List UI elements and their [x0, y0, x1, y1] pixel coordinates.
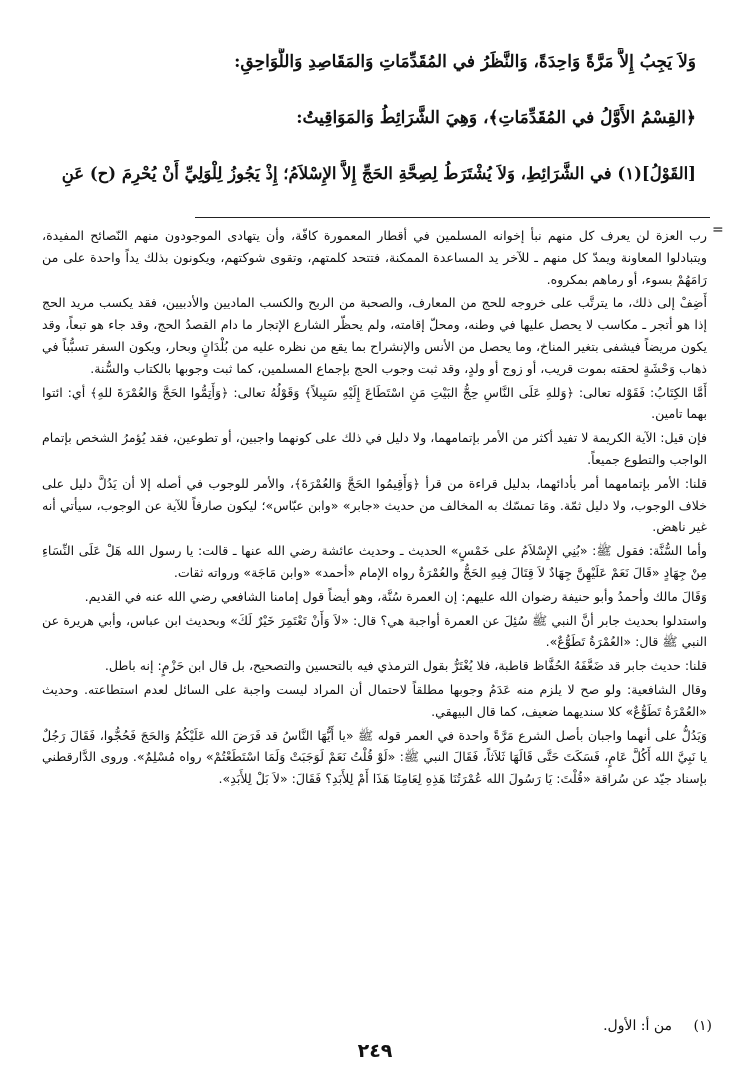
commentary-block — [42, 225, 707, 1043]
main-text-line-3: [القَوْلُ](١) في الشَّرَائِطِ، وَلاَ يُشْتَرَطُ لِصِحَّةِ الحَجِّ إِلاَّ الإِسْلاَمُ؛ إِذْ يَجُوزُ لِلْوَلِيِّ أَنْ يُحْرِمَ (ح) عَنِ — [61, 164, 696, 183]
page-number: ٢٤٩ — [357, 1040, 393, 1062]
commentary-paragraph: وَيَدُلُّ على أنهما واجبان بأصل الشرع مَرَّةً واحدة في العمر قوله ﷺ «يا أَيُّهَا النَّاسُ قد فَرَضَ الله عَلَيْكُمُ وَالحَجَ فَحُجُّوا، فَقَالَ رَجُلٌ يا نَبِيَّ الله أَكُلَّ عَامٍ، فَسَكَتَ حَتَّى قَالَهَا ثَلاَثاً، فَقَالَ النبي ﷺ: «لَوْ قُلْتُ نَعَمْ لَوَجَبَتْ وَلَمَا اسْتَطَعْتُمْ» رواه مُسْلِمٌ». وروى الدَّارقطني بإسناد جيّد عن سُراقة «قُلْتَ: يَا رَسُولَ الله عُمْرَتُنَا هَذِهِ لِعَامِنَا هَذَا أَمْ لِلأَبَدِ؟ فَقَالَ: «لاَ بَلْ لِلأَبَدِ». — [42, 727, 707, 787]
continuation-mark: = — [712, 222, 724, 238]
commentary-paragraph: وأما السُّنَّة: فقول ﷺ: «بُنِي الإِسْلاَمُ على خَمْسٍ» الحديث ـ وحديث عائشة رضي الله عنها ـ قالت: يا رسول الله هَلْ عَلَى النِّسَاءِ مِنْ جِهَادٍ «قَالَ نَعَمْ عَلَيْهِنَّ جِهَادٌ لاَ قِتَالَ فِيهِ الحَجُّ والعُمْرَةُ رواه الإمام «أحمد» «وابن مَاجَة» ورواته ثقات. — [42, 543, 707, 580]
commentary-paragraph: رب العزة لن يعرف كل منهم نبأ إخوانه المسلمين في أقطار المعمورة كافّة، وأن يتهادى الموجودون منهم النّصائح المفيدة، ويتبادلوا المعاونة ويمدّ كل منهم ـ للآخر يد المساعدة الممكنة، فتتحد كلمتهم، وتقوى شوكتهم، ويكونون بذلك يداً واحدة على من رَامَهُمْ بسوء، أو رماهم بمكروه. — [42, 228, 707, 287]
commentary-paragraph: واستدلوا بحديث جابر أنَّ النبي ﷺ سُئِلَ عن العمرة أواجبة هي؟ قال: «لاَ وَأَنْ تَعْتَمِرَ خَيْرٌ لَكَ» وبحديث ابن عباس، وأبي هريرة عن النبي ﷺ قال: «العُمْرَةُ تَطَوُّعٌ». — [42, 612, 707, 650]
commentary-paragraph: أَضِفْ إلى ذلك، ما يترتَّب على خروجه للحج من المعارف، والصحبة من الربح والكسب الماديين والأدبيين، فقد يكسب مريد الحج إذا هو أتجر ـ مكاسب لا يحصل عليها في وطنه، ومحلّ إقامته، ولم يحظّر الشارع الإتجار ما دام القصدُ الحج، وقد جاء هو تبعاً، وقد يكون مريضاً فيشفى بتغير المناخ، وما يحصل من الأنس والإنشراح بما يقع من نظره عليه من بُلْدَانٍ وبحار، ويكون السفر تسبُّباً في ذهاب وَحْشَةٍ لحقته بموت قريب، أو زوج أو ولدٍ، وقد ثبت وجوب الحج بإجماع المسلمين، كما ثبت وجوبها بالكتاب والسُّنة. — [42, 295, 707, 376]
section-heading-line: ﴿القِسْمُ الأَوَّلُ في المُقَدِّمَاتِ﴾، وَهِيَ الشَّرَائِطُ وَالمَوَاقِيتُ: — [296, 108, 696, 128]
commentary-paragraph: فإن قيل: الآية الكريمة لا تفيد أكثر من الأمر بإتمامهما، ولا دليل في ذلك على كونهما واجبين، أو تطوعين، فقد يُؤمرُ الشخص بإتمام الواجب والتطوع جميعاً. — [42, 430, 707, 467]
commentary-paragraph: أَمَّا الكِتَابُ: فَقَوْله تعالى: ﴿وَللهِ عَلَى النَّاسِ حِجُّ البَيْتِ مَنِ اسْتَطَاعَ إِلَيْهِ سَبِيلاً﴾ وَقَوْلُهُ تعالى: ﴿وَأَتِمُّوا الحَجَّ وَالعُمْرَةَ للهِ﴾ أي: ائتوا بهما تامين. — [42, 384, 707, 422]
footnote — [597, 1018, 712, 1034]
commentary-paragraph: قلنا: حديث جابر قد ضَعَّفَهُ الحُفَّاظ قاطبة، فلا يُغْتَرُّ بقول الترمذي فيه بالتحسين والتصحيح، بل قال ابن حَزْمٍ: إنه باطل. — [104, 658, 707, 674]
footnote-separator-rule — [195, 217, 710, 218]
commentary-paragraph: وَقَالَ مالك وأحمدُ وأبو حنيفة رضوان الله عليهم: إن العمرة سُنَّة، وهو أيضاً قول إمامنا الشافعي رضي الله عنه في القديم. — [84, 588, 707, 604]
main-text-line-1: وَلاَ يَجِبُ إِلاَّ مَرَّةً وَاحِدَةً، وَالنَّظَرُ في المُقَدِّمَاتِ وَالمَقَاصِدِ وَاللَّوَاحِقِ: — [234, 52, 696, 72]
commentary-paragraph: قلنا: الأمر بإتمامهما أمر بأدائهما، بدليل قراءة من قرأ ﴿وَأَقِيمُوا الحَجَّ وَالعُمْرَةَ﴾، والأمر للوجوب في أصله إلا أن يَدُلَّ دليل على خلاف الوجوب، ولا دليل ثمّة. ومَا تمسّك به المخالف من حديث «جابر» «وابن عبّاس»؛ ليكون صارفاً للآية عن الوجوب، سيأتي أنه غير ناهض. — [42, 475, 707, 535]
footnote-number: (١) — [693, 1018, 712, 1034]
commentary-paragraph: وقال الشافعية: ولو صح لا يلزم منه عَدَمُ وجوبها مطلقاً لاحتمال أن المراد ليست واجبة على السائل لعدم استطاعته. وحديث «العُمْرَةُ تَطَوُّعٌ» كلا سنديهما ضعيف، كما قال البيهقي. — [42, 681, 707, 719]
footnote-text: من أ: الأول. — [603, 1018, 672, 1034]
